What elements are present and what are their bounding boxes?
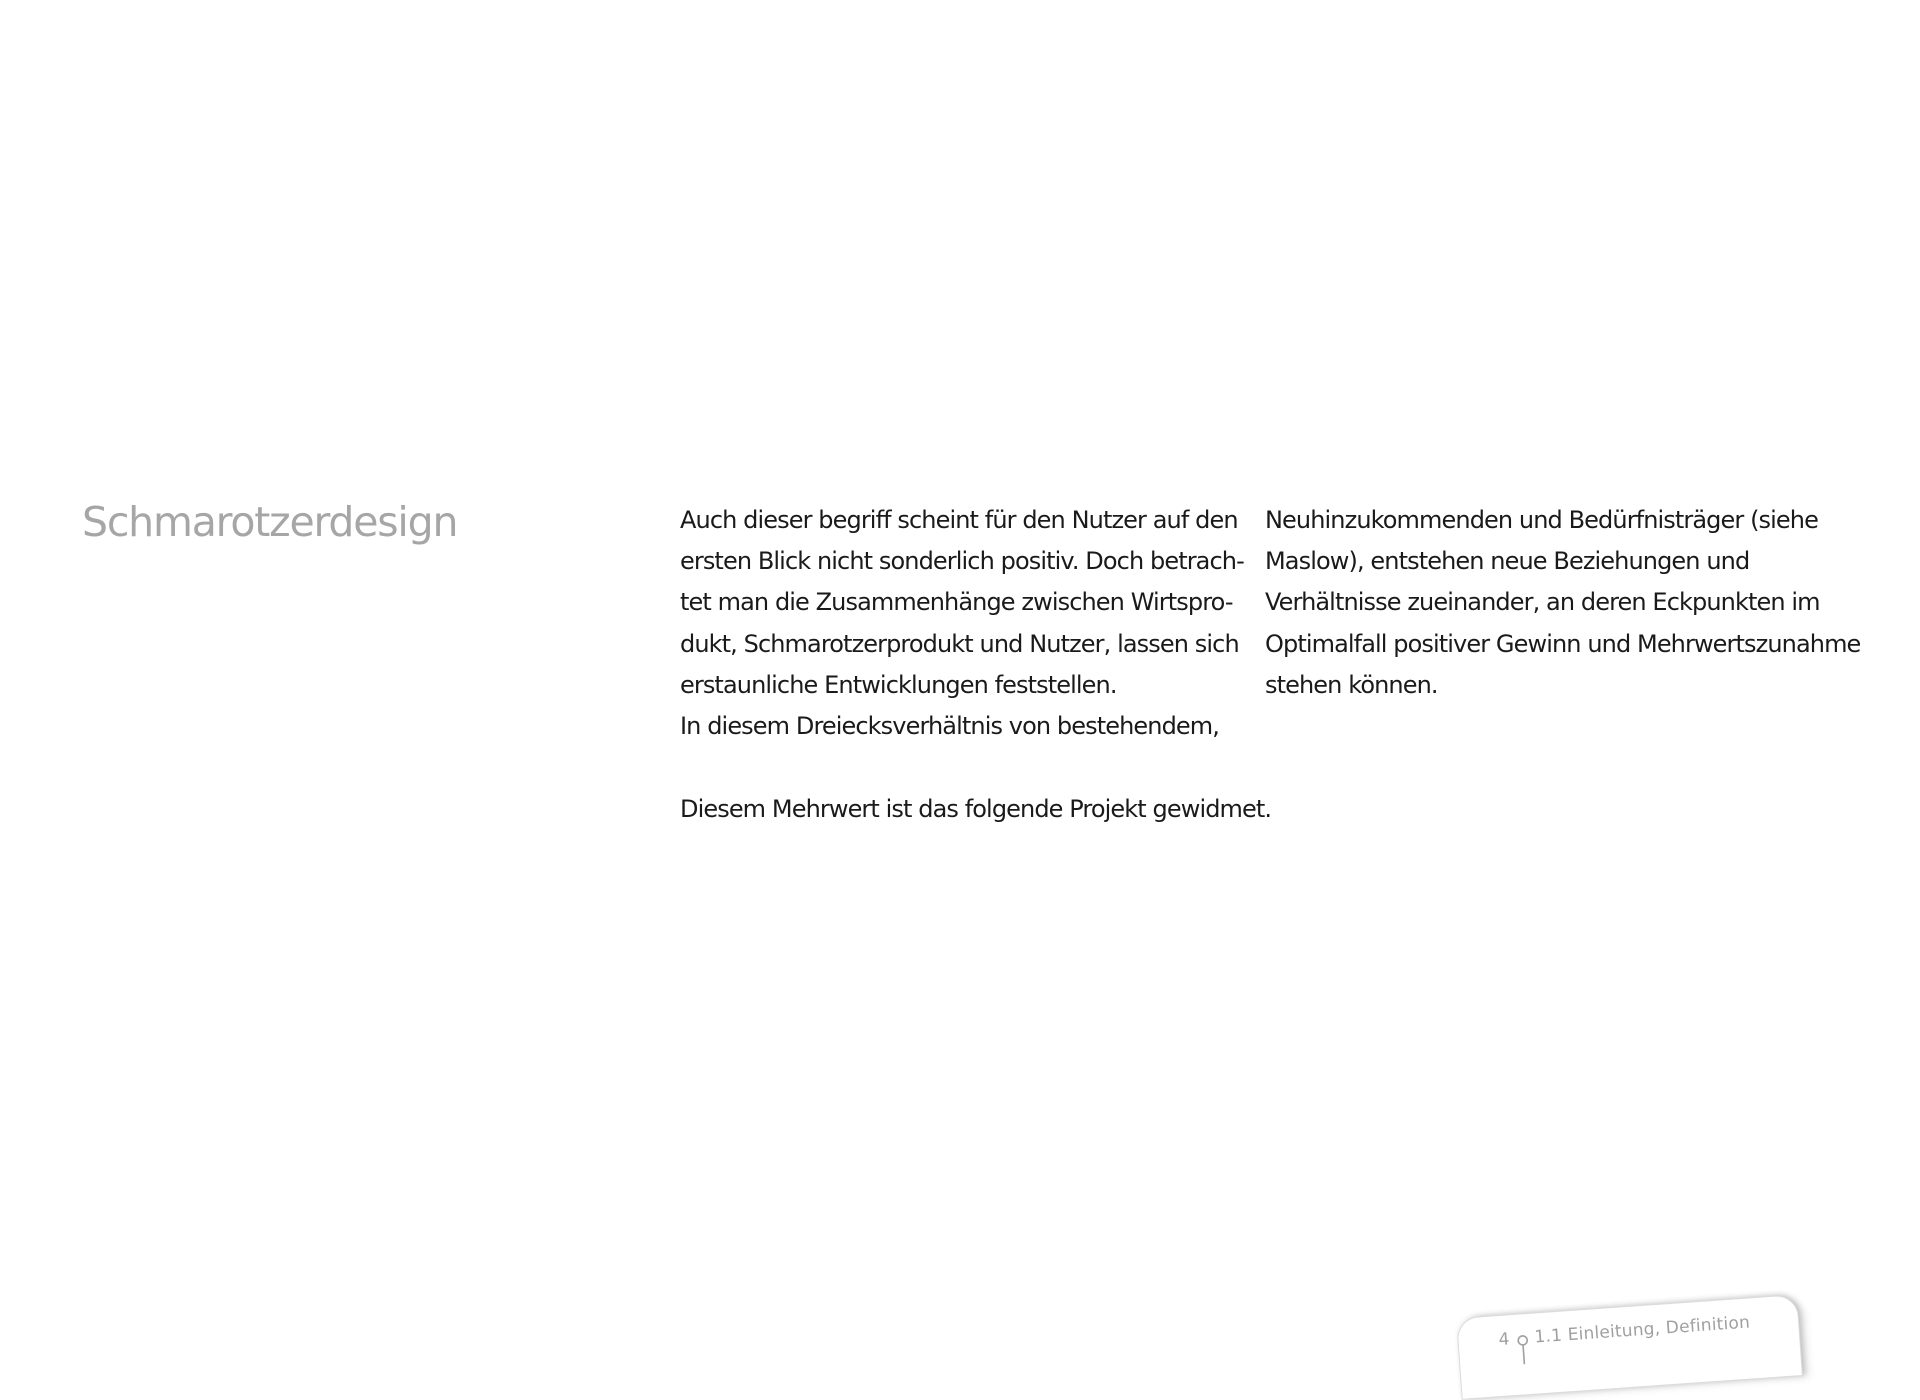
body-column-left xyxy=(680,500,1244,747)
body-line: tet man die Zusammenhänge zwischen Wirtspro- xyxy=(680,588,1233,617)
body-line: Maslow), entstehen neue Beziehungen und xyxy=(1265,547,1750,576)
body-line: Optimalfall positiver Gewinn und Mehrwertszunahme xyxy=(1265,629,1861,658)
pin-icon xyxy=(1516,1334,1530,1365)
page-tab[interactable] xyxy=(1456,1294,1803,1400)
body-line: Auch dieser begriff scheint für den Nutzer auf den xyxy=(680,506,1238,534)
body-line: Neuhinzukommenden und Bedürfnisträger (siehe xyxy=(1265,506,1818,534)
body-line: Verhältnisse zueinander, an deren Eckpunkten im xyxy=(1265,588,1820,617)
body-line: ersten Blick nicht sonderlich positiv. Doch betrach- xyxy=(680,547,1244,576)
body-line: erstaunliche Entwicklungen feststellen. xyxy=(680,670,1117,699)
body-line: In diesem Dreiecksverhältnis von bestehendem, xyxy=(680,712,1220,741)
body-line: stehen können. xyxy=(1265,670,1438,699)
body-line: dukt, Schmarotzerprodukt und Nutzer, lassen sich xyxy=(680,629,1239,658)
body-column-right xyxy=(1265,500,1860,706)
page-heading: Schmarotzerdesign xyxy=(82,498,458,546)
page-number: 4 xyxy=(1497,1329,1511,1351)
section-label: 1.1 Einleitung, Definition xyxy=(1533,1312,1751,1348)
closing-sentence: Diesem Mehrwert ist das folgende Projekt gewidmet. xyxy=(680,795,1272,823)
